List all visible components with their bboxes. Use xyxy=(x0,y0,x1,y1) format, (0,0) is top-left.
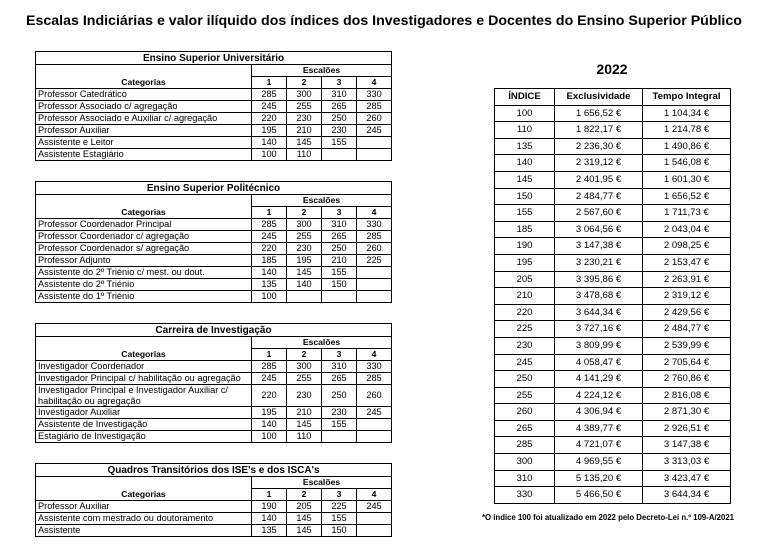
escalao-value: 330 xyxy=(357,89,392,101)
escalao-value: 190 xyxy=(252,501,287,513)
categoria-cell: Assistente Estagiário xyxy=(36,149,252,161)
escalao-value: 135 xyxy=(252,279,287,291)
indice-cell: 260 xyxy=(495,404,555,421)
escalao-value xyxy=(357,137,392,149)
escalao-value: 250 xyxy=(322,113,357,125)
escalao-value: 210 xyxy=(287,125,322,137)
escalao-value xyxy=(322,431,357,443)
exclusividade-cell: 4 141,29 € xyxy=(555,371,643,388)
indice-cell: 185 xyxy=(495,221,555,238)
indice-cell: 140 xyxy=(495,155,555,172)
escalao-value: 140 xyxy=(287,279,322,291)
exclusividade-cell: 4 224,12 € xyxy=(555,387,643,404)
escalao-value: 250 xyxy=(322,385,357,407)
tempo-integral-cell: 2 429,56 € xyxy=(643,304,731,321)
header-blank-cell xyxy=(36,477,252,489)
indice-cell: 220 xyxy=(495,304,555,321)
escaloes-header: Escalões xyxy=(252,337,392,349)
escalao-value: 185 xyxy=(252,255,287,267)
escalao-value: 155 xyxy=(322,419,357,431)
escalao-value: 140 xyxy=(252,513,287,525)
escalao-value: 195 xyxy=(252,407,287,419)
table-row xyxy=(36,255,392,267)
categorias-header: Categorias xyxy=(36,349,252,361)
escalao-value: 145 xyxy=(287,419,322,431)
table-row xyxy=(495,454,731,471)
table-row xyxy=(495,404,731,421)
table-row xyxy=(495,205,731,222)
indice-cell: 310 xyxy=(495,470,555,487)
tempo-integral-cell: 2 926,51 € xyxy=(643,420,731,437)
escalao-value xyxy=(357,279,392,291)
exclusividade-cell: 2 319,12 € xyxy=(555,155,643,172)
escalao-value: 245 xyxy=(357,407,392,419)
tempo-integral-cell: 1 214,78 € xyxy=(643,122,731,139)
categoria-cell: Professor Catedrático xyxy=(36,89,252,101)
escalao-number: 2 xyxy=(287,489,322,501)
escalao-value: 260 xyxy=(357,113,392,125)
categoria-cell: Professor Associado c/ agregação xyxy=(36,101,252,113)
escalao-value: 285 xyxy=(357,373,392,385)
table-row xyxy=(36,125,392,137)
table-row xyxy=(36,291,392,303)
escalao-value: 285 xyxy=(252,361,287,373)
escalao-value: 245 xyxy=(252,101,287,113)
exclusividade-cell: 3 644,34 € xyxy=(555,304,643,321)
page-title: Escalas Indiciárias e valor ilíquido dos índices dos Investigadores e Docentes do Ensino Superior Público xyxy=(26,13,742,29)
escalao-number: 4 xyxy=(357,489,392,501)
escalao-value: 285 xyxy=(357,231,392,243)
escaloes-header: Escalões xyxy=(252,477,392,489)
escalao-value: 210 xyxy=(287,407,322,419)
categoria-cell: Assistente e Leitor xyxy=(36,137,252,149)
indice-cell: 150 xyxy=(495,188,555,205)
exclusividade-cell: 2 484,77 € xyxy=(555,188,643,205)
table-row xyxy=(495,254,731,271)
table-row xyxy=(495,371,731,388)
escalao-value xyxy=(357,419,392,431)
index-table-header: Tempo Integral xyxy=(643,89,731,106)
indice-cell: 205 xyxy=(495,271,555,288)
table-row xyxy=(36,137,392,149)
exclusividade-cell: 5 466,50 € xyxy=(555,487,643,504)
indice-cell: 250 xyxy=(495,371,555,388)
escalao-value: 260 xyxy=(357,385,392,407)
escalao-value: 220 xyxy=(252,113,287,125)
categorias-header: Categorias xyxy=(36,489,252,501)
escalao-value: 245 xyxy=(357,501,392,513)
escalao-value: 110 xyxy=(287,149,322,161)
table-row xyxy=(495,188,731,205)
table-row xyxy=(495,354,731,371)
tempo-integral-cell: 1 601,30 € xyxy=(643,171,731,188)
escalao-value: 135 xyxy=(252,525,287,537)
indice-cell: 255 xyxy=(495,387,555,404)
exclusividade-cell: 3 064,56 € xyxy=(555,221,643,238)
indice-cell: 110 xyxy=(495,122,555,139)
tempo-integral-cell: 1 546,08 € xyxy=(643,155,731,172)
escalao-value: 245 xyxy=(357,125,392,137)
escalao-number: 1 xyxy=(252,349,287,361)
tempo-integral-cell: 2 484,77 € xyxy=(643,321,731,338)
escalao-value: 265 xyxy=(322,101,357,113)
section-title: Ensino Superior Politécnico xyxy=(36,182,392,195)
escalao-value xyxy=(357,513,392,525)
table-row xyxy=(495,437,731,454)
table-row xyxy=(36,113,392,125)
categoria-cell: Professor Auxiliar xyxy=(36,501,252,513)
category-table xyxy=(35,323,391,443)
categoria-cell: Professor Coordenador c/ agregação xyxy=(36,231,252,243)
tempo-integral-cell: 2 319,12 € xyxy=(643,288,731,305)
index-value-table xyxy=(494,88,731,504)
table-row xyxy=(36,419,392,431)
escalao-value: 220 xyxy=(252,385,287,407)
escalao-value: 155 xyxy=(322,513,357,525)
indice-cell: 135 xyxy=(495,138,555,155)
footnote: *O índice 100 foi atualizado em 2022 pelo Decreto-Lei n.º 109-A/2021 xyxy=(482,513,735,522)
table-row xyxy=(36,101,392,113)
exclusividade-cell: 4 058,47 € xyxy=(555,354,643,371)
exclusividade-cell: 4 389,77 € xyxy=(555,420,643,437)
table-row xyxy=(495,487,731,504)
escalao-number: 3 xyxy=(322,207,357,219)
categoria-cell: Assistente do 2º Triénio xyxy=(36,279,252,291)
escalao-value: 195 xyxy=(252,125,287,137)
escalao-value: 100 xyxy=(252,149,287,161)
escalao-value xyxy=(357,149,392,161)
escalao-value: 310 xyxy=(322,361,357,373)
indice-cell: 230 xyxy=(495,337,555,354)
table-row xyxy=(36,219,392,231)
escalao-number: 4 xyxy=(357,77,392,89)
tempo-integral-cell: 2 153,47 € xyxy=(643,254,731,271)
exclusividade-cell: 4 969,55 € xyxy=(555,454,643,471)
tempo-integral-cell: 3 313,03 € xyxy=(643,454,731,471)
categoria-cell: Professor Auxiliar xyxy=(36,125,252,137)
table-row xyxy=(495,288,731,305)
table-row xyxy=(36,501,392,513)
table-row xyxy=(495,238,731,255)
category-table xyxy=(35,463,391,537)
tempo-integral-cell: 2 539,99 € xyxy=(643,337,731,354)
tempo-integral-cell: 2 263,91 € xyxy=(643,271,731,288)
categoria-cell: Assistente de Investigação xyxy=(36,419,252,431)
escalao-value: 310 xyxy=(322,89,357,101)
indice-cell: 100 xyxy=(495,105,555,122)
escalao-value: 205 xyxy=(287,501,322,513)
escalao-value: 225 xyxy=(357,255,392,267)
tempo-integral-cell: 2 705,64 € xyxy=(643,354,731,371)
table-row xyxy=(36,267,392,279)
table-row xyxy=(495,420,731,437)
escalao-number: 3 xyxy=(322,77,357,89)
escalao-value: 260 xyxy=(357,243,392,255)
tempo-integral-cell: 1 104,34 € xyxy=(643,105,731,122)
indice-cell: 330 xyxy=(495,487,555,504)
indice-cell: 145 xyxy=(495,171,555,188)
escalao-value: 100 xyxy=(252,431,287,443)
escalao-value xyxy=(357,267,392,279)
exclusividade-cell: 2 236,30 € xyxy=(555,138,643,155)
escalao-value: 330 xyxy=(357,219,392,231)
categoria-cell: Estagiário de Investigação xyxy=(36,431,252,443)
escalao-value: 195 xyxy=(287,255,322,267)
escalao-value: 150 xyxy=(322,279,357,291)
tempo-integral-cell: 2 760,86 € xyxy=(643,371,731,388)
escalao-value xyxy=(322,149,357,161)
escalao-value: 300 xyxy=(287,361,322,373)
tempo-integral-cell: 1 490,86 € xyxy=(643,138,731,155)
escalao-value: 230 xyxy=(287,385,322,407)
escalao-value: 265 xyxy=(322,231,357,243)
tempo-integral-cell: 2 043,04 € xyxy=(643,221,731,238)
categoria-cell: Assistente do 2º Triénio c/ mest. ou dout. xyxy=(36,267,252,279)
header-blank-cell xyxy=(36,195,252,207)
categorias-header: Categorias xyxy=(36,77,252,89)
tempo-integral-cell: 3 147,38 € xyxy=(643,437,731,454)
escalao-number: 1 xyxy=(252,207,287,219)
exclusividade-cell: 3 147,38 € xyxy=(555,238,643,255)
escalao-value: 145 xyxy=(287,513,322,525)
section-title: Carreira de Investigação xyxy=(36,324,392,337)
table-row xyxy=(495,321,731,338)
table-row xyxy=(495,105,731,122)
escalao-value: 140 xyxy=(252,137,287,149)
table-row xyxy=(495,271,731,288)
table-row xyxy=(36,407,392,419)
exclusividade-cell: 4 721,07 € xyxy=(555,437,643,454)
exclusividade-cell: 1 656,52 € xyxy=(555,105,643,122)
indice-cell: 285 xyxy=(495,437,555,454)
escalao-value: 145 xyxy=(287,525,322,537)
escalao-value: 285 xyxy=(252,89,287,101)
escalao-value: 110 xyxy=(287,431,322,443)
escaloes-header: Escalões xyxy=(252,195,392,207)
escalao-value: 145 xyxy=(287,137,322,149)
escalao-value: 100 xyxy=(252,291,287,303)
table-row xyxy=(495,171,731,188)
exclusividade-cell: 3 727,16 € xyxy=(555,321,643,338)
categoria-cell: Professor Coordenador s/ agregação xyxy=(36,243,252,255)
escalao-value: 245 xyxy=(252,231,287,243)
categoria-cell: Investigador Auxiliar xyxy=(36,407,252,419)
index-table-header: ÍNDICE xyxy=(495,89,555,106)
escalao-value: 300 xyxy=(287,219,322,231)
category-table xyxy=(35,51,391,161)
table-row xyxy=(36,231,392,243)
indice-cell: 225 xyxy=(495,321,555,338)
categoria-cell: Investigador Coordenador xyxy=(36,361,252,373)
table-row xyxy=(36,361,392,373)
categoria-cell: Investigador Principal c/ habilitação ou agregação xyxy=(36,373,252,385)
escalao-value: 145 xyxy=(287,267,322,279)
escalao-value: 330 xyxy=(357,361,392,373)
escalao-value: 230 xyxy=(287,243,322,255)
escalao-value: 255 xyxy=(287,101,322,113)
tempo-integral-cell: 1 656,52 € xyxy=(643,188,731,205)
escalao-value: 140 xyxy=(252,267,287,279)
table-row xyxy=(36,89,392,101)
table-row xyxy=(495,122,731,139)
escaloes-header: Escalões xyxy=(252,65,392,77)
table-row xyxy=(36,149,392,161)
escalao-value: 300 xyxy=(287,89,322,101)
categoria-cell: Investigador Principal e Investigador Auxiliar c/ habilitação ou agregação xyxy=(36,385,252,407)
escalao-number: 4 xyxy=(357,207,392,219)
year-label: 2022 xyxy=(596,61,628,77)
indice-cell: 245 xyxy=(495,354,555,371)
tempo-integral-cell: 1 711,73 € xyxy=(643,205,731,222)
indice-cell: 210 xyxy=(495,288,555,305)
table-row xyxy=(495,337,731,354)
escalao-value: 150 xyxy=(322,525,357,537)
categoria-cell: Assistente xyxy=(36,525,252,537)
exclusividade-cell: 2 401,95 € xyxy=(555,171,643,188)
escalao-value: 255 xyxy=(287,373,322,385)
escalao-number: 4 xyxy=(357,349,392,361)
categoria-cell: Professor Adjunto xyxy=(36,255,252,267)
escalao-value: 155 xyxy=(322,267,357,279)
escalao-value xyxy=(357,431,392,443)
categorias-header: Categorias xyxy=(36,207,252,219)
exclusividade-cell: 4 306,94 € xyxy=(555,404,643,421)
escalao-number: 2 xyxy=(287,207,322,219)
table-row xyxy=(495,304,731,321)
escalao-value: 220 xyxy=(252,243,287,255)
escalao-value xyxy=(322,291,357,303)
escalao-number: 1 xyxy=(252,77,287,89)
escalao-value: 230 xyxy=(322,125,357,137)
exclusividade-cell: 3 478,68 € xyxy=(555,288,643,305)
escalao-value xyxy=(287,291,322,303)
index-table-header: Exclusividade xyxy=(555,89,643,106)
escalao-value xyxy=(357,525,392,537)
escalao-number: 2 xyxy=(287,77,322,89)
exclusividade-cell: 1 822,17 € xyxy=(555,122,643,139)
escalao-value: 210 xyxy=(322,255,357,267)
table-row xyxy=(36,373,392,385)
escalao-value: 230 xyxy=(322,407,357,419)
table-row xyxy=(495,387,731,404)
exclusividade-cell: 5 135,20 € xyxy=(555,470,643,487)
indice-cell: 195 xyxy=(495,254,555,271)
exclusividade-cell: 3 809,99 € xyxy=(555,337,643,354)
escalao-number: 3 xyxy=(322,489,357,501)
categoria-cell: Professor Coordenador Principal xyxy=(36,219,252,231)
tempo-integral-cell: 2 098,25 € xyxy=(643,238,731,255)
categoria-cell: Professor Associado e Auxiliar c/ agregação xyxy=(36,113,252,125)
escalao-value: 255 xyxy=(287,231,322,243)
table-row xyxy=(36,279,392,291)
tempo-integral-cell: 2 816,08 € xyxy=(643,387,731,404)
escalao-value: 140 xyxy=(252,419,287,431)
table-row xyxy=(36,431,392,443)
table-row xyxy=(495,155,731,172)
table-row xyxy=(36,513,392,525)
table-row xyxy=(495,470,731,487)
indice-cell: 155 xyxy=(495,205,555,222)
categoria-cell: Assistente com mestrado ou doutoramento xyxy=(36,513,252,525)
exclusividade-cell: 3 230,21 € xyxy=(555,254,643,271)
escalao-value: 225 xyxy=(322,501,357,513)
table-row xyxy=(36,243,392,255)
categoria-cell: Assistente do 1º Triénio xyxy=(36,291,252,303)
escalao-value: 245 xyxy=(252,373,287,385)
indice-cell: 300 xyxy=(495,454,555,471)
escalao-value: 310 xyxy=(322,219,357,231)
escalao-number: 2 xyxy=(287,349,322,361)
category-table xyxy=(35,181,391,303)
escalao-value: 155 xyxy=(322,137,357,149)
escalao-value: 265 xyxy=(322,373,357,385)
table-row xyxy=(495,138,731,155)
escalao-value: 230 xyxy=(287,113,322,125)
tempo-integral-cell: 2 871,30 € xyxy=(643,404,731,421)
exclusividade-cell: 3 395,86 € xyxy=(555,271,643,288)
escalao-value xyxy=(357,291,392,303)
header-blank-cell xyxy=(36,337,252,349)
tempo-integral-cell: 3 423,47 € xyxy=(643,470,731,487)
table-row xyxy=(36,525,392,537)
escalao-value: 285 xyxy=(357,101,392,113)
indice-cell: 265 xyxy=(495,420,555,437)
escalao-value: 250 xyxy=(322,243,357,255)
section-title: Quadros Transitórios dos ISE's e dos ISCA's xyxy=(36,464,392,477)
section-title: Ensino Superior Universitário xyxy=(36,52,392,65)
escalao-number: 1 xyxy=(252,489,287,501)
header-blank-cell xyxy=(36,65,252,77)
table-row xyxy=(495,221,731,238)
table-row xyxy=(36,385,392,407)
escalao-value: 285 xyxy=(252,219,287,231)
indice-cell: 190 xyxy=(495,238,555,255)
tempo-integral-cell: 3 644,34 € xyxy=(643,487,731,504)
escalao-number: 3 xyxy=(322,349,357,361)
exclusividade-cell: 2 567,60 € xyxy=(555,205,643,222)
